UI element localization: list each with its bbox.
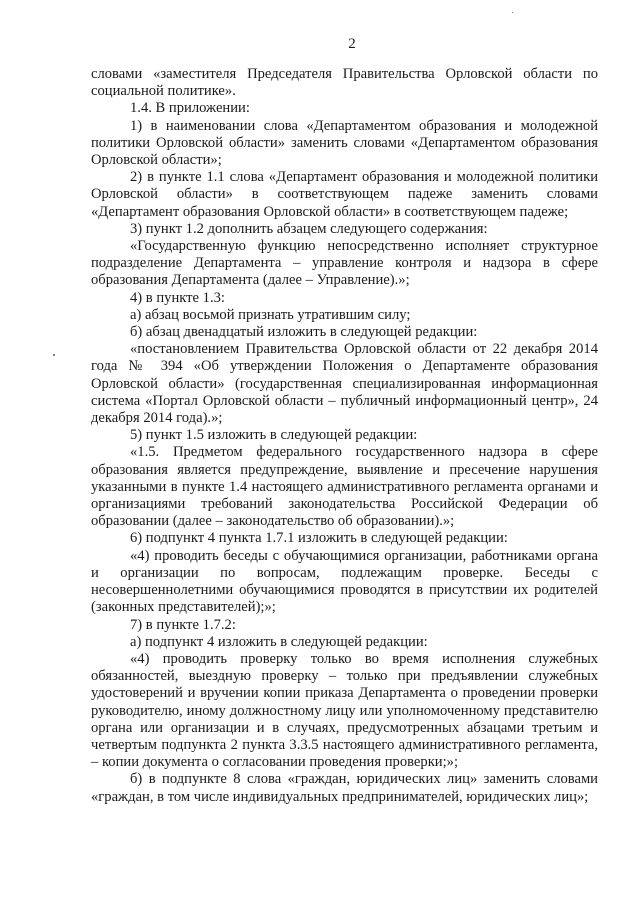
paragraph: «1.5. Предметом федерального государственного надзора в сфере образования является предупреждение, выявление и пресечение нарушения указанными в пункте 1.4 настоящего административного регламента органами и организациями требований законодательства Российской Федерации об образовании (далее – законодательство об образовании).»; — [91, 444, 598, 530]
paragraph: 1) в наименовании слова «Департаментом образования и молодежной политики Орловской области» заменить словами «Департаментом образования Орловской области»; — [91, 117, 598, 169]
paragraph: б) в подпункте 8 слова «граждан, юридических лиц» заменить словами «граждан, в том числе индивидуальных предпринимателей, юридических лиц»; — [91, 771, 598, 805]
paragraph: «4) проводить беседы с обучающимися организации, работниками органа и организации по вопросам, подлежащим проверке. Беседы с несовершеннолетними обучающимися проводятся в присутствии их родителей (законных представителей);»; — [91, 547, 598, 616]
page-number: 2 — [348, 36, 356, 52]
scan-speck — [512, 12, 513, 13]
paragraph: 6) подпункт 4 пункта 1.7.1 изложить в следующей редакции: — [130, 530, 508, 547]
paragraph: 5) пункт 1.5 изложить в следующей редакции: — [130, 427, 418, 444]
paragraph: а) абзац восьмой признать утратившим силу; — [130, 306, 411, 323]
paragraph: 4) в пункте 1.3: — [130, 289, 225, 306]
paragraph: 1.4. В приложении: — [130, 100, 250, 117]
paragraph: а) подпункт 4 изложить в следующей редакции: — [130, 633, 428, 650]
paragraph: б) абзац двенадцатый изложить в следующей редакции: — [130, 324, 478, 341]
paragraph: словами «заместителя Председателя Правительства Орловской области по социальной политике». — [91, 66, 598, 100]
paragraph: 3) пункт 1.2 дополнить абзацем следующего содержания: — [130, 220, 488, 237]
paragraph: «4) проводить проверку только во время исполнения служебных обязанностей, выездную проверку – только при предъявлении служебных удостоверений и вручении копии приказа Департамента о проведении проверки руководителю, иному должностному лицу или уполномоченному представителю органа или организации и в случаях, предусмотренных абзацами третьим и четвертым подпункта 2 пункта 3.3.5 настоящего административного регламента, – копии документа о согласовании проведения проверки;»; — [91, 650, 598, 771]
paragraph: 2) в пункте 1.1 слова «Департамент образования и молодежной политики Орловской области» в соответствующем падеже заменить словами «Департамент образования Орловской области» в соответствующем падеже; — [91, 169, 598, 220]
paragraph: 7) в пункте 1.7.2: — [130, 616, 236, 633]
paragraph: «постановлением Правительства Орловской области от 22 декабря 2014 года № 394 «Об утверждении Положения о Департаменте образования Орловской области» (государственная специализированная информационная система «Портал Орловской области – публичный информационный центр», 24 декабря 2014 года).»; — [91, 341, 598, 427]
scan-speck — [53, 354, 55, 356]
paragraph: «Государственную функцию непосредственно исполняет структурное подразделение Департамента – управление контроля и надзора в сфере образования Департамента (далее – Управление).»; — [91, 238, 598, 289]
document-body — [91, 66, 598, 806]
